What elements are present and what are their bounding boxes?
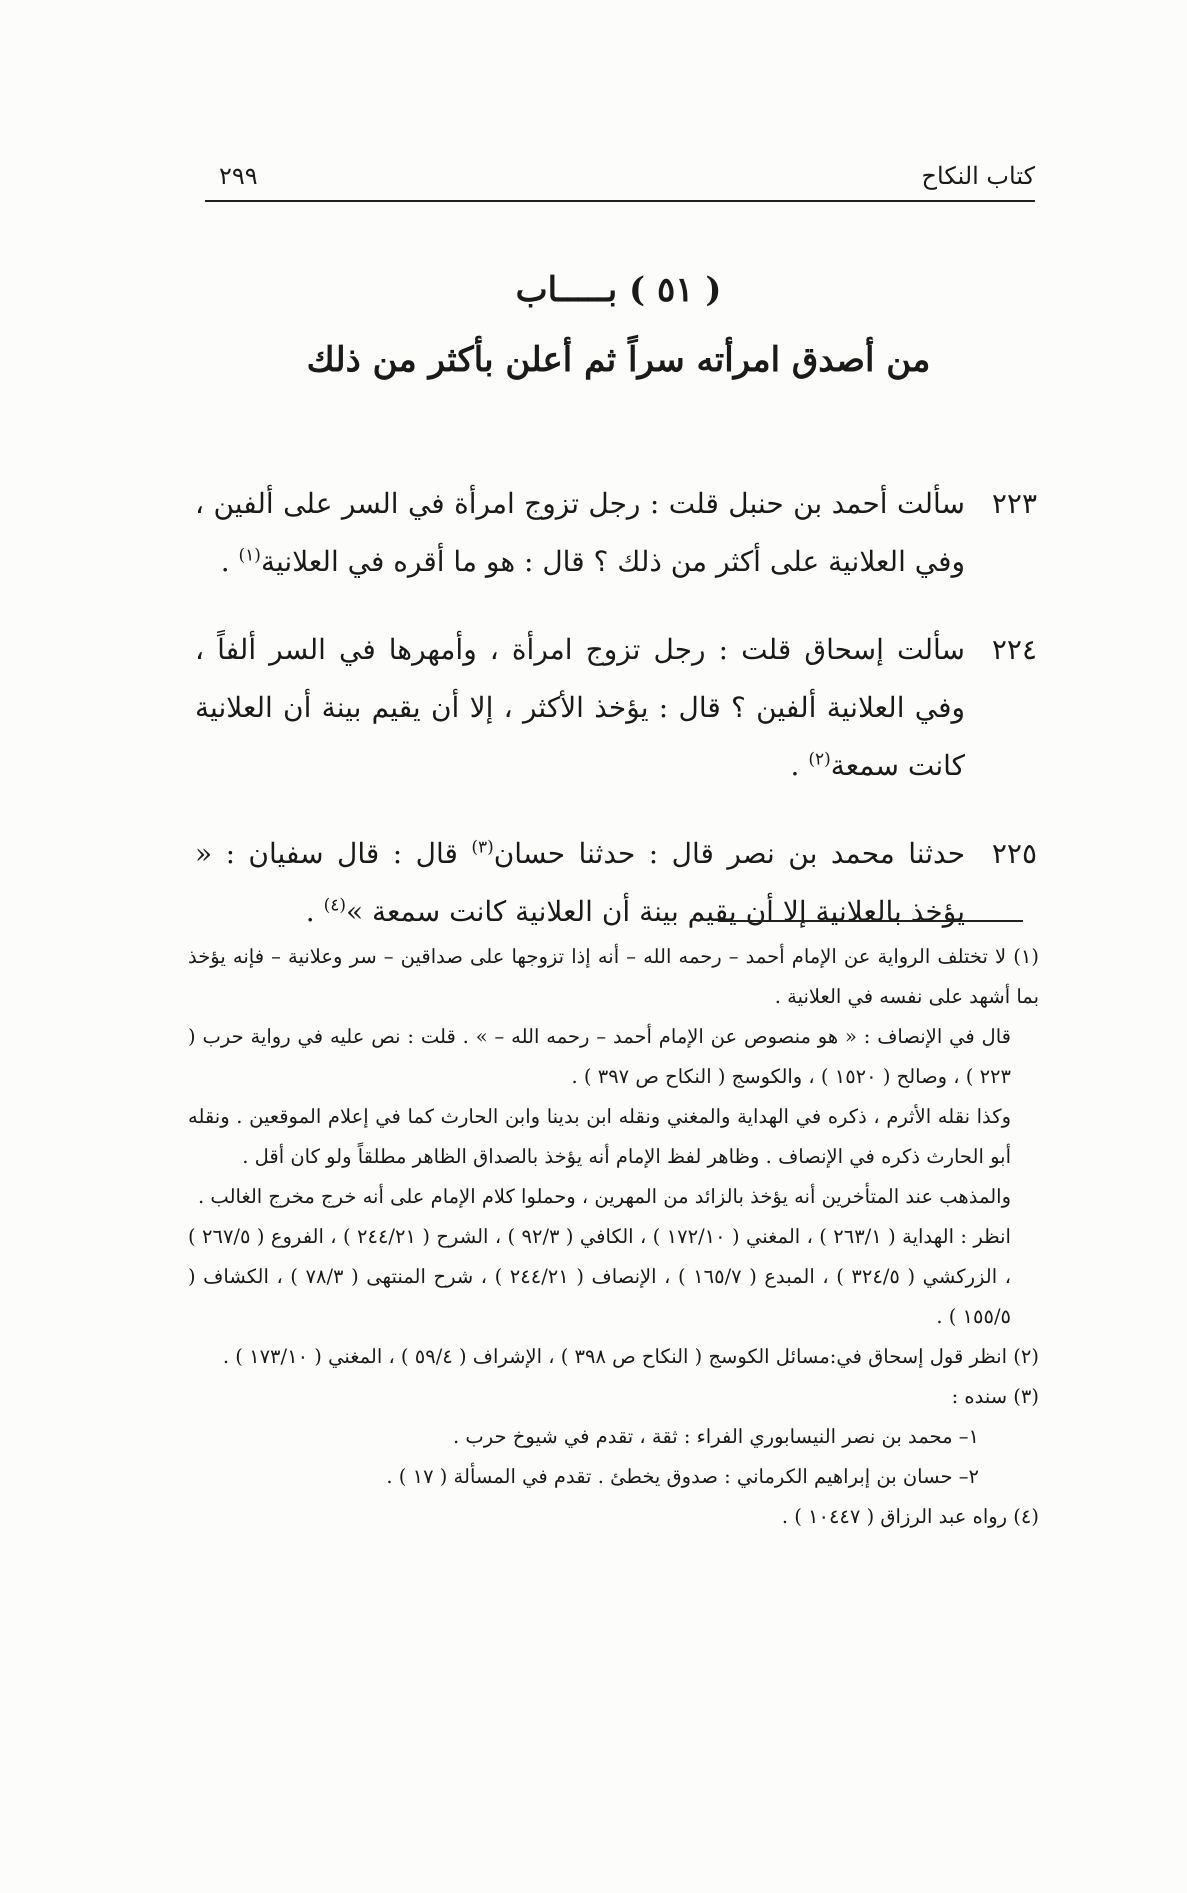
entry-223 bbox=[195, 475, 1037, 591]
entry-text: حدثنا محمد بن نصر قال : حدثنا حسان$^{(٣)}$ قال : قال سفيان : « يؤخذ بالعلانية إلا أن يقيم بينة أن العلانية كانت سمعة »$^{(٤)}$ . bbox=[195, 837, 966, 928]
entry-text: سألت إسحاق قلت : رجل تزوج امرأة ، وأمهرها في السر ألفاً ، وفي العلانية ألفين ؟ قال : يؤخذ الأكثر ، إلا أن يقيم بينة أن العلانية كانت سمعة$^{(٢)}$ . bbox=[195, 633, 965, 782]
entry-number: ٢٢٣ bbox=[991, 487, 1037, 520]
footnotes bbox=[188, 937, 1039, 1537]
footnote-ref: (٢) bbox=[808, 749, 831, 770]
entry-number: ٢٢٤ bbox=[991, 633, 1037, 666]
entry-225 bbox=[195, 825, 1037, 941]
book-title: كتاب النكاح bbox=[921, 162, 1035, 190]
footnote-ref: (٤) bbox=[323, 895, 346, 916]
footnote-1-paragraph: والمذهب عند المتأخرين أنه يؤخذ بالزائد من المهرين ، وحملوا كلام الإمام على أنه خرج مخرج الغالب . bbox=[198, 1185, 1011, 1208]
chapter-number: ( ٥١ ) بـــــاب bbox=[515, 270, 722, 310]
chapter-title: من أصدق امرأته سراً ثم أعلن بأكثر من ذلك bbox=[306, 340, 931, 380]
footnote-2: (٢) انظر قول إسحاق في:مسائل الكوسج ( النكاح ص ٣٩٨ ) ، الإشراف ( ٥٩/٤ ) ، المغني ( ١٧٣/١٠ ) . bbox=[222, 1345, 1039, 1368]
footnote-4: (٤) رواه عبد الرزاق ( ١٠٤٤٧ ) . bbox=[781, 1505, 1039, 1528]
footnote-3-item: ١– محمد بن نصر النيسابوري الفراء : ثقة ، تقدم في شيوخ حرب . bbox=[453, 1425, 979, 1448]
footnote-3-head: (٣) سنده : bbox=[951, 1385, 1039, 1408]
entry-224 bbox=[195, 621, 1037, 795]
footnote-1-references: انظر : الهداية ( ٢٦٣/١ ) ، المغني ( ١٧٢/١٠ ) ، الكافي ( ٩٢/٣ ) ، الشرح ( ٢٤٤/٢١ ) ، الفروع ( ٢٦٧/٥ ) ، الزركشي ( ٣٢٤/٥ ) ، المبدع ( ١٦٥/٧ ) ، الإنصاف ( ٢٤٤/٢١ ) ، شرح المنتهى ( ٧٨/٣ ) ، الكشاف ( ١٥٥/٥ ) . bbox=[188, 1225, 1011, 1328]
footnote-ref: (٣) bbox=[471, 837, 494, 858]
footnote-1: (١) لا تختلف الرواية عن الإمام أحمد – رحمه الله – أنه إذا تزوجها على صداقين – سر وعلانية – فإنه يؤخذ بما أشهد على نفسه في العلانية . bbox=[188, 945, 1039, 1008]
entries-list bbox=[195, 475, 1037, 971]
page-number: ٢٩٩ bbox=[219, 162, 258, 190]
footnote-3-item: ٢– حسان بن إبراهيم الكرماني : صدوق يخطئ . تقدم في المسألة ( ١٧ ) . bbox=[386, 1465, 979, 1488]
entry-number: ٢٢٥ bbox=[991, 837, 1037, 870]
footnote-1-paragraph: قال في الإنصاف : « هو منصوص عن الإمام أحمد – رحمه الله – » . قلت : نص عليه في رواية حرب ( ٢٢٣ ) ، وصالح ( ١٥٢٠ ) ، والكوسج ( النكاح ص ٣٩٧ ) . bbox=[188, 1025, 1011, 1088]
chapter-heading bbox=[200, 270, 1037, 380]
footnote-1-paragraph: وكذا نقله الأثرم ، ذكره في الهداية والمغني ونقله ابن بدينا وابن الحارث كما في إعلام الموقعين . ونقله أبو الحارث ذكره في الإنصاف . وظاهر لفظ الإمام أنه يؤخذ بالصداق الظاهر مطلقاً ولو كان أقل . bbox=[188, 1105, 1011, 1168]
running-header bbox=[205, 160, 1035, 202]
footnote-ref: (١) bbox=[238, 545, 261, 566]
footnote-divider bbox=[718, 920, 1023, 922]
entry-text: سألت أحمد بن حنبل قلت : رجل تزوج امرأة في السر على ألفين ، وفي العلانية على أكثر من ذلك ؟ قال : هو ما أقره في العلانية$^{(١)}$ . bbox=[195, 487, 965, 578]
